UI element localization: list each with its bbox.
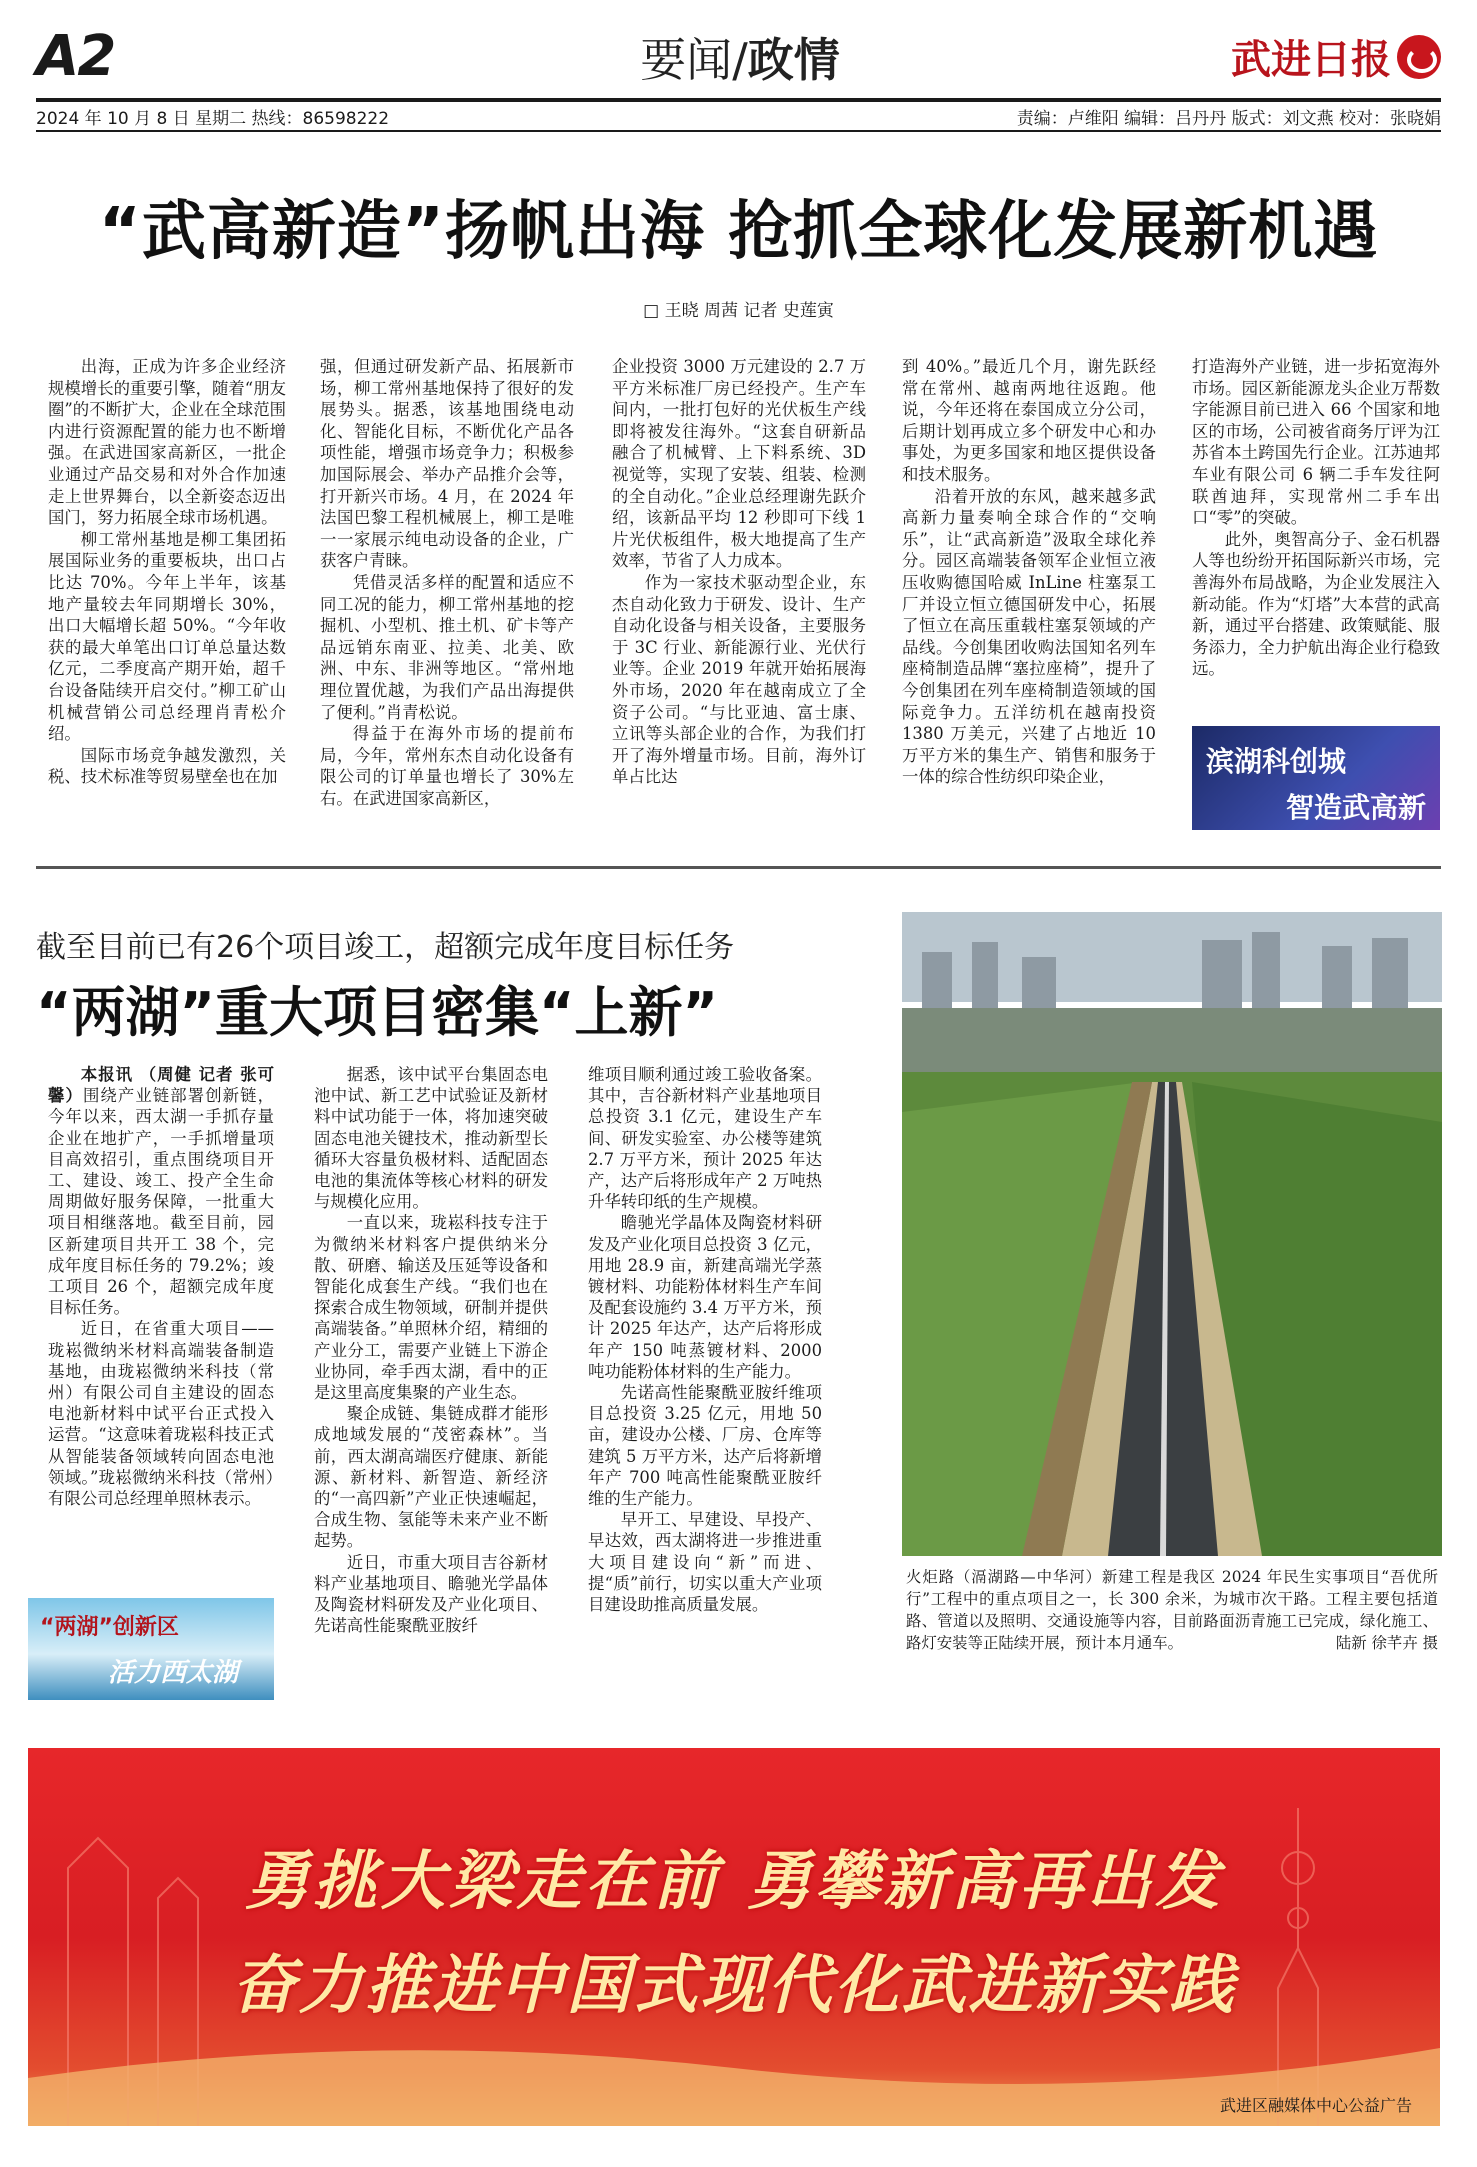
story1-promo-badge <box>1192 726 1440 830</box>
story1-paragraph: 柳工常州基地是柳工集团拓展国际业务的重要板块，出口占比达 70%。今年上半年，该基地产量较去年同期增长 30%，出口大幅增长超 50%。“今年收获的最大单笔出口订单总量达数亿元，二季度高产期开始，超千台设备陆续开启交付。”柳工矿山机械营销公司总经理肖青松介绍。 <box>48 529 286 744</box>
section-title-sep: / <box>732 33 748 87</box>
header-rule <box>36 98 1441 102</box>
story1-paragraph: 强，但通过研发新产品、拓展新市场，柳工常州基地保持了很好的发展势头。据悉，该基地围绕电动化、智能化目标，不断优化产品各项性能，增强市场竞争力；积极参加国际展会、举办产品推介会等，打开新兴市场。4 月，在 2024 年法国巴黎工程机械展上，柳工是唯一一家展示纯电动设备的企业，广获客户青睐。 <box>320 357 574 571</box>
masthead-title: 武进日报 <box>1231 36 1391 83</box>
story2-paragraph: 瞻驰光学晶体及陶瓷材料研发及产业化项目总投资 3 亿元，用地 28.9 亩，新建高端光学蒸镀材料、功能粉体材料生产车间及配套设施约 3.4 万平方米，预计 2025 年达产，达产后将形成年产 150 吨蒸镀材料、2000 吨功能粉体材料的生产能力。 <box>588 1213 822 1381</box>
masthead-logo-icon <box>1397 35 1441 79</box>
story2-paragraph: 近日，市重大项目吉谷新材料产业基地项目、瞻驰光学晶体及陶瓷材料研发及产业化项目、先诺高性能聚酰亚胺纤 <box>314 1552 548 1636</box>
header-rule-thin <box>36 130 1441 132</box>
page-number: A2 <box>36 24 115 89</box>
story1-paragraph: 企业投资 3000 万元建设的 2.7 万平方米标准厂房已经投产。生产车间内，一批打包好的光伏板生产线即将被发往海外。“这套自研新品融合了机械臂、上下料系统、3D 视觉等，实现了安装、组装、检测的全自动化。”企业总经理谢先跃介绍，该新品平均 12 秒即可下线 1 片光伏板组件，极大地提高了生产效率，节省了人力成本。 <box>612 357 866 571</box>
story2-paragraph: 维项目顺利通过竣工验收备案。其中，吉谷新材料产业基地项目总投资 3.1 亿元，建设生产车间、研发实验室、办公楼等建筑 2.7 万平方米，预计 2025 年达产，达产后将形成年产 2 万吨热升华转印纸的生产规模。 <box>588 1065 822 1212</box>
section-title-light: 要闻 <box>640 33 733 87</box>
editors-line: 责编：卢维阳 编辑：吕丹丹 版式：刘文燕 校对：张晓娟 <box>1016 109 1441 129</box>
story1-paragraph: 得益于在海外市场的提前布局，今年，常州东杰自动化设备有限公司的订单量也增长了 30%左右。在武进国家高新区， <box>320 724 574 808</box>
story1-paragraph: 沿着开放的东风，越来越多武高新力量奏响全球合作的“交响乐”，让“武高新造”汲取全球化养分。园区高端装备领军企业恒立液压收购德国哈威 InLine 柱塞泵工厂并设立恒立德国研发中心，拓展了恒立在高压重载柱塞泵领域的产品线。今创集团收购法国知名列车座椅制造品牌“塞拉座椅”，提升了今创集团在列车座椅制造领域的国际竞争力。五洋纺机在越南投资 1380 万美元，兴建了占地近 10 万平方米的集生产、销售和服务于一体的综合性纺织印染企业， <box>902 486 1156 787</box>
story1-headline: “武高新造”扬帆出海 抢抓全球化发展新机遇 <box>98 195 1379 269</box>
story1-paragraph: 凭借灵活多样的配置和适应不同工况的能力，柳工常州基地的挖掘机、小型机、推土机、矿卡等产品远销东南亚、拉美、北美、欧洲、中东、非洲等地区。“常州地理位置优越，为我们产品出海提供了便利。”肖青松说。 <box>320 572 574 722</box>
story1-paragraph: 作为一家技术驱动型企业，东杰自动化致力于研发、设计、生产自动化设备与相关设备，主要服务于 3C 行业、新能源行业、光伏行业等。企业 2019 年就开始拓展海外市场，2020 年在越南成立了全资子公司。“与比亚迪、富士康、立讯等头部企业的合作，为我们打开了海外增量市场。目前，海外订单占比达 <box>612 572 866 787</box>
photo-credit: 陆新 徐芊卉 摄 <box>1335 1634 1438 1652</box>
caption-text: 火炬路（滆湖路—中华河）新建工程是我区 2024 年民生实事项目“吾优所行”工程中的重点项目之一，长 300 余米，为城市次干路。工程主要包括道路、管道以及照明、交通设施等内容，目前路面沥青施工已完成，绿化施工、路灯安装等正陆续开展，预计本月通车。 <box>906 1568 1438 1652</box>
story1-paragraph: 打造海外产业链，进一步拓宽海外市场。园区新能源龙头企业万帮数字能源目前已进入 66 个国家和地区的市场，公司被省商务厅评为江苏省本土跨国先行企业。江苏迪邦车业有限公司 6 辆二手车发往阿联酋迪拜，实现常州二手车出口“零”的突破。 <box>1192 357 1440 528</box>
story1-paragraph: 出海，正成为许多企业经济规模增长的重要引擎，随着“朋友圈”的不断扩大，企业在全球范围内进行资源配置的能力也不断增强。在武进国家高新区，一批企业通过产品交易和对外合作加速走上世界舞台，以全新姿态迈出国门，努力拓展全球市场机遇。 <box>48 357 286 528</box>
story2-paragraph: 近日，在省重大项目——珑崧微纳米材料高端装备制造基地，由珑崧微纳米科技（常州）有限公司自主建设的固态电池新材料中试平台正式投入运营。“这意味着珑崧科技正式从智能装备领域转向固态电池领域。”珑崧微纳米科技（常州）有限公司总经理单照林表示。 <box>48 1319 274 1509</box>
promo-line-2: 活力西太湖 <box>108 1658 239 1688</box>
promo-line-1: 滨湖科创城 <box>1206 745 1347 778</box>
banner-slogan-1: 勇挑大梁走在前 勇攀新高再出发 <box>244 1845 1224 1919</box>
story2-column-2 <box>314 1064 548 1636</box>
story1-byline: □ 王晓 周茜 记者 史莲寅 <box>643 301 834 321</box>
photo-caption <box>906 1566 1438 1654</box>
story1-column-1 <box>48 356 286 788</box>
story2-kicker: 截至目前已有26个项目竣工，超额完成年度目标任务 <box>36 930 735 965</box>
story1-column-5 <box>1192 356 1440 680</box>
story1-paragraph: 此外，奥智高分子、金石机器人等也纷纷开拓国际新兴市场，完善海外布局战略，为企业发展注入新动能。作为“灯塔”大本营的武高新，通过平台搭建、政策赋能、服务添力，全力护航出海企业行稳致远。 <box>1192 529 1440 679</box>
story2-promo-badge <box>28 1598 274 1700</box>
story2-column-1 <box>48 1064 274 1509</box>
story2-paragraph: 据悉，该中试平台集固态电池中试、新工艺中试验证及新材料中试功能于一体，将加速突破固态电池关键技术，推动新型长循环大容量负极材料、适配固态电池的集流体等核心材料的研发与规模化应用。 <box>314 1065 548 1212</box>
promo-line-1: “两湖”创新区 <box>40 1615 179 1640</box>
section-title-bold: 政情 <box>747 33 840 87</box>
story1-paragraph: 国际市场竞争越发激烈，关税、技术标准等贸易壁垒也在加 <box>48 745 286 787</box>
story2-paragraph: 先诺高性能聚酰亚胺纤维项目总投资 3.25 亿元，用地 50 亩，建设办公楼、厂房、仓库等建筑 5 万平方米，达产后将新增年产 700 吨高性能聚酰亚胺纤维的生产能力。 <box>588 1383 822 1509</box>
banner-credit: 武进区融媒体中心公益广告 <box>1219 2096 1412 2115</box>
story1-column-4 <box>902 356 1156 788</box>
story2-lead: 本报讯 （周健 记者 张可馨） <box>48 1065 274 1106</box>
story1-column-2 <box>320 356 574 809</box>
story1-paragraph: 到 40%。”最近几个月，谢先跃经常在常州、越南两地往返跑。他说，今年还将在泰国成立分公司，后期计划再成立多个研发中心和办事处，为更多国家和地区提供设备和技术服务。 <box>902 357 1156 484</box>
story2-paragraph: 一直以来，珑崧科技专注于为微纳米材料客户提供纳米分散、研磨、输送及压延等设备和智能化成套生产线。“我们也在探索合成生物领域，研制并提供高端装备。”单照林介绍，精细的产业分工，需要产业链上下游企业协同，牵手西太湖，看中的正是这里高度集聚的产业生态。 <box>314 1213 548 1403</box>
promo-line-2: 智造武高新 <box>1285 791 1426 824</box>
story2-column-3 <box>588 1064 822 1615</box>
section-title <box>560 24 920 90</box>
story2-paragraph: 聚企成链、集链成群才能形成地域发展的“茂密森林”。当前，西太湖高端医疗健康、新能源、新材料、新智造、新经济的“一高四新”产业正快速崛起，合成生物、氢能等未来产业不断起势。 <box>314 1404 548 1551</box>
story2-headline: “两湖”重大项目密集“上新” <box>36 981 718 1044</box>
section-divider <box>36 866 1441 869</box>
banner-slogan-2: 奋力推进中国式现代化武进新实践 <box>231 1949 1237 2023</box>
story2-paragraph: 围绕产业链部署创新链，今年以来，西太湖一手抓存量企业在地扩产，一手抓增量项目高效招引，重点围绕项目开工、建设、竣工、投产全生命周期做好服务保障，一批重大项目相继落地。截至目前，园区新建项目共开工 38 个，完成年度目标任务的 79.2%；竣工项目 26 个，超额完成年度目标任务。 <box>48 1086 275 1318</box>
masthead <box>1231 28 1441 85</box>
public-service-banner <box>28 1748 1440 2126</box>
story2-paragraph: 早开工、早建设、早投产、早达效，西太湖将进一步推进重大项目建设向“新”而进、提“质”前行，切实以重大产业项目建设助推高质量发展。 <box>588 1510 822 1615</box>
story1-column-3 <box>612 356 866 788</box>
aerial-road-photo <box>902 912 1442 1556</box>
date-line: 2024 年 10 月 8 日 星期二 热线：86598222 <box>36 109 390 129</box>
